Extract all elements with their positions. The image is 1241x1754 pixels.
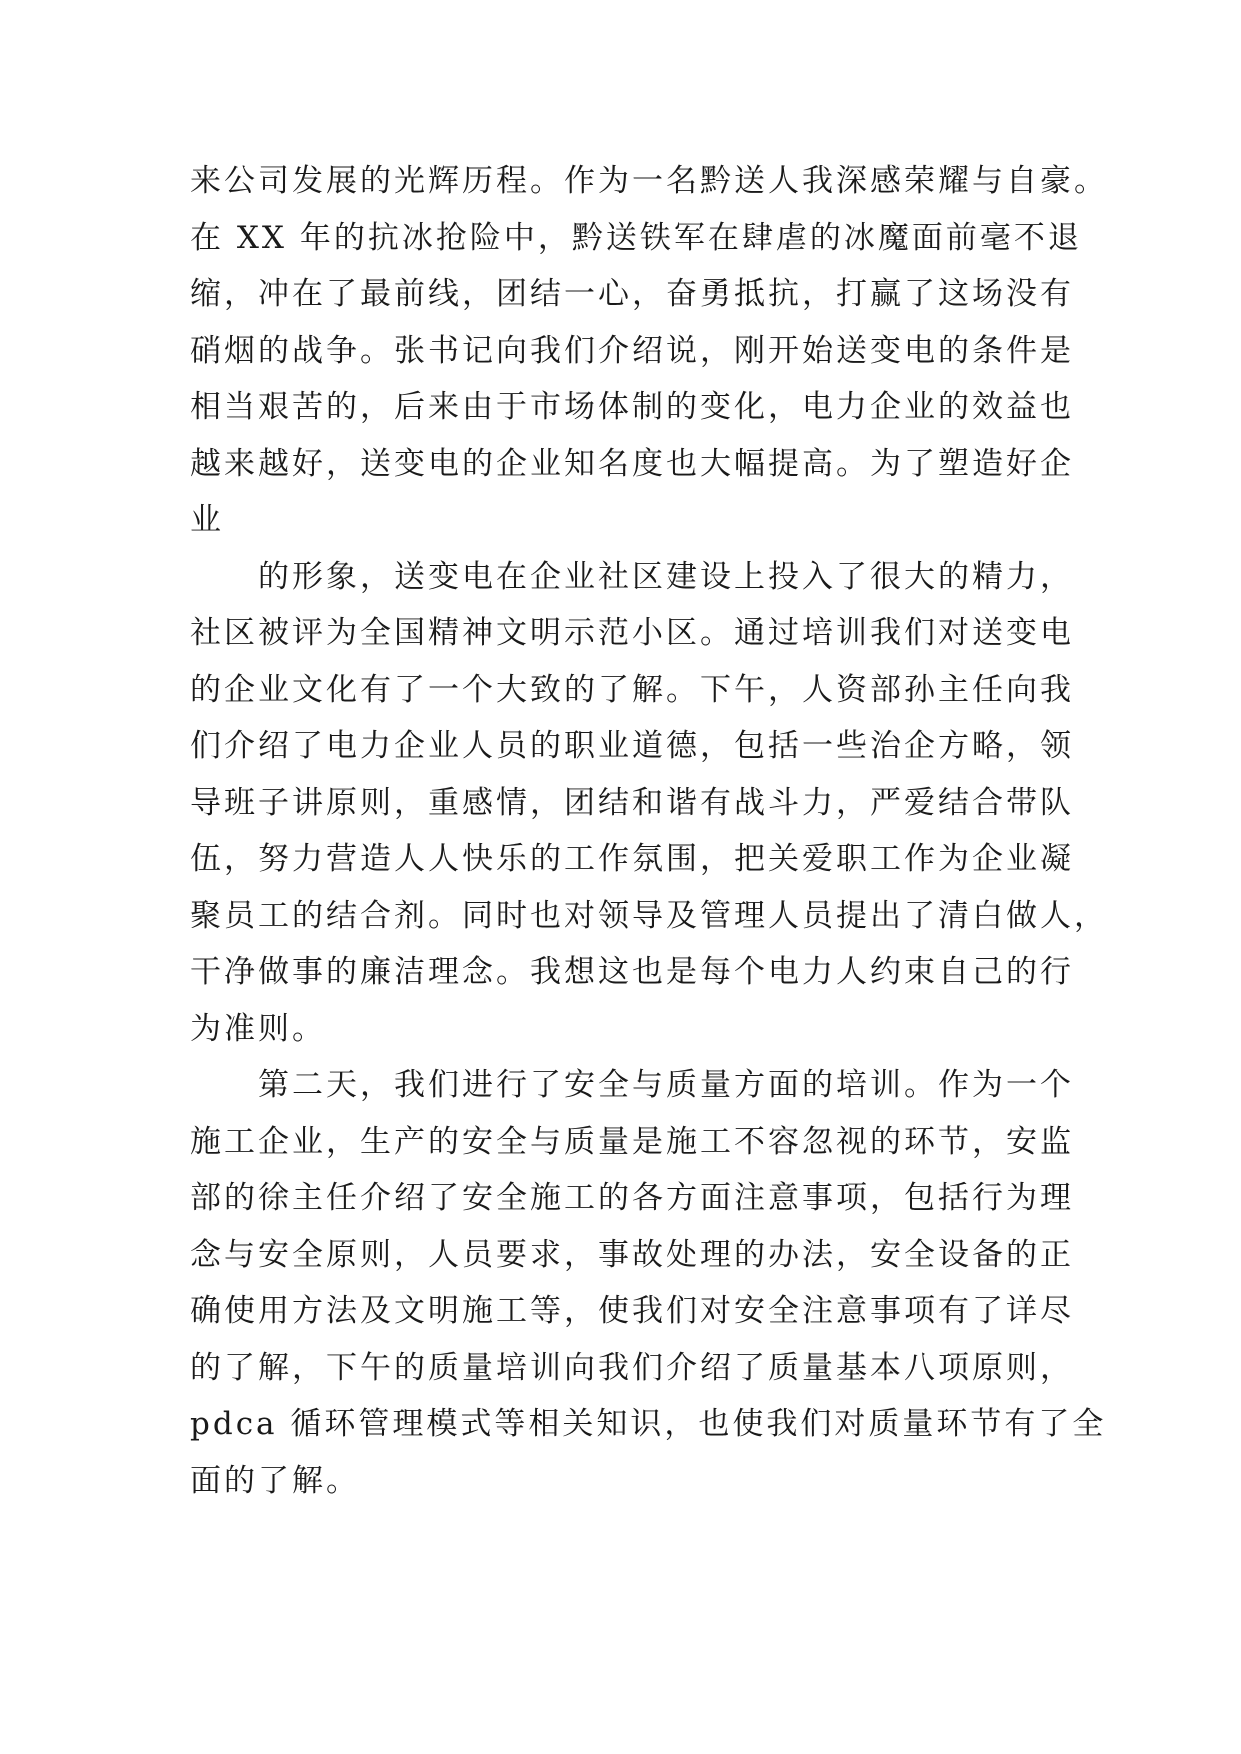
text-line: 们介绍了电力企业人员的职业道德，包括一些治企方略，领 [190,728,1074,764]
body-text [190,153,1108,1509]
text-line: 在 XX 年的抗冰抢险中，黔送铁军在肆虐的冰魔面前毫不退 [190,219,1082,256]
text-line: 缩，冲在了最前线，团结一心，奋勇抵抗，打赢了这场没有 [190,276,1074,312]
text-line: 社区被评为全国精神文明示范小区。通过培训我们对送变电 [190,615,1074,651]
text-line: 聚员工的结合剂。同时也对领导及管理人员提出了清白做人， [190,897,1108,934]
paragraph-start-line: 第二天，我们进行了安全与质量方面的培训。作为一个 [258,1067,1074,1103]
text-line: 施工企业，生产的安全与质量是施工不容忽视的环节，安监 [190,1123,1074,1160]
text-line: pdca 循环管理模式等相关知识，也使我们对质量环节有了全 [190,1406,1107,1442]
text-line: 越来越好，送变电的企业知名度也大幅提高。为了塑造好企 [190,445,1074,482]
text-line: 的了解，下午的质量培训向我们介绍了质量基本八项原则， [190,1349,1074,1386]
text-line: 导班子讲原则，重感情，团结和谐有战斗力，严爱结合带队 [190,784,1074,821]
text-line: 面的了解。 [190,1462,360,1499]
text-line: 伍，努力营造人人快乐的工作氛围，把关爱职工作为企业凝 [190,841,1074,877]
text-line: 硝烟的战争。张书记向我们介绍说，刚开始送变电的条件是 [190,332,1074,369]
text-line: 相当艰苦的，后来由于市场体制的变化，电力企业的效益也 [190,389,1074,425]
text-line: 为准则。 [190,1010,326,1047]
text-line: 部的徐主任介绍了安全施工的各方面注意事项，包括行为理 [190,1180,1074,1216]
text-line: 确使用方法及文明施工等，使我们对安全注意事项有了详尽 [190,1293,1074,1329]
paragraph-start-line: 的形象，送变电在企业社区建设上投入了很大的精力， [258,558,1074,595]
text-line: 念与安全原则，人员要求，事故处理的办法，安全设备的正 [190,1236,1074,1273]
text-line: 业 [190,502,224,538]
text-line: 的企业文化有了一个大致的了解。下午，人资部孙主任向我 [190,671,1074,708]
text-line: 来公司发展的光辉历程。作为一名黔送人我深感荣耀与自豪。 [190,163,1108,199]
text-line: 干净做事的廉洁理念。我想这也是每个电力人约束自己的行 [190,954,1074,990]
